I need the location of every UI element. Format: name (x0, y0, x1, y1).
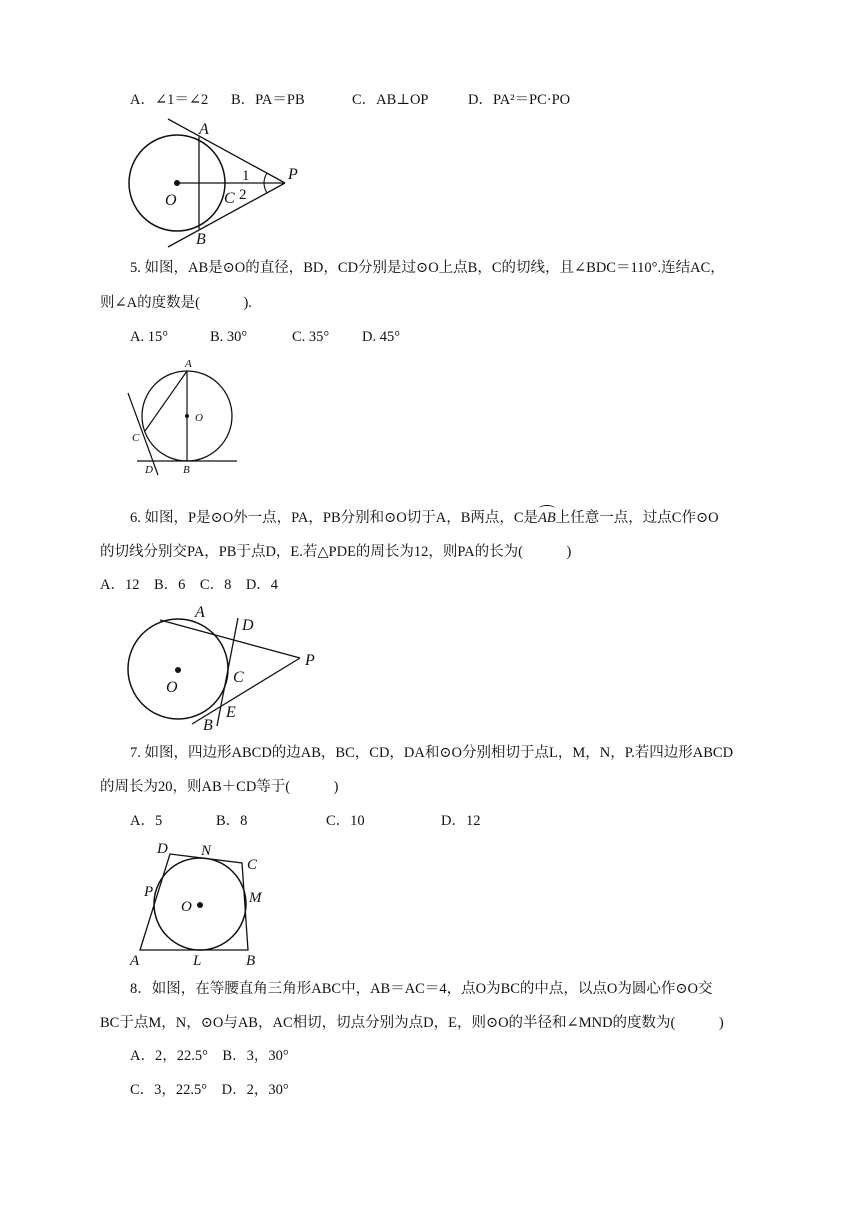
q8-stem-line2: BC于点M，N，⊙O与AB，AC相切，切点分别为点D，E，则⊙O的半径和∠MND的度数为( ) (100, 1015, 724, 1031)
q7-label-o: O (181, 899, 192, 915)
q4-label-b: B (196, 231, 206, 248)
q4-option-b: B．PA＝PB (231, 92, 305, 108)
q7-label-l: L (193, 953, 202, 969)
q7-label-n: N (201, 843, 212, 859)
q4-figure (120, 115, 320, 248)
q5-label-b: B (183, 464, 190, 476)
q5-option-a: A. 15° (130, 329, 169, 345)
q6-stem-line1-pre: 6. 如图，P是⊙O外一点，PA，PB分别和⊙O切于A，B两点，C是 (130, 510, 539, 526)
q8-stem-line1: 8．如图，在等腰直角三角形ABC中，AB＝AC＝4，点O为BC的中点，以点O为圆心作⊙O交 (130, 981, 713, 997)
q5-option-d: D. 45° (362, 329, 401, 345)
q7-figure (125, 838, 285, 968)
q6-figure (120, 600, 340, 740)
q5-stem-line1: 5. 如图，AB是⊙O的直径，BD，CD分别是过⊙O上点B，C的切线，且∠BDC＝110°.连结AC， (130, 260, 725, 276)
q4-option-d: D．PA²＝PC·PO (468, 92, 571, 108)
q5-figure (125, 355, 245, 475)
q8-options-row2: C．3，22.5° D．2，30° (130, 1082, 289, 1098)
q5-option-b: B. 30° (210, 329, 248, 345)
q6-arc-ab: AB (538, 510, 556, 526)
q6-stem-line1-post: 上任意一点，过点C作⊙O (555, 510, 719, 526)
q6-options: A．12 B．6 C．8 D．4 (100, 577, 279, 593)
q7-label-p: P (144, 884, 154, 900)
q5-label-o: O (195, 412, 203, 424)
q4-option-a: A．∠1＝∠2 (130, 92, 209, 108)
q7-label-c: C (247, 857, 258, 873)
q6-stem-line2: 的切线分别交PA，PB于点D，E.若△PDE的周长为12，则PA的长为( ) (100, 544, 572, 560)
q5-option-c: C. 35° (292, 329, 330, 345)
q7-option-d: D．12 (441, 813, 481, 829)
q8-options-row1: A．2，22.5° B．3，30° (130, 1048, 289, 1064)
q4-label-o: O (165, 192, 177, 209)
q7-label-a: A (130, 953, 140, 969)
q5-label-d: D (145, 464, 153, 476)
q4-option-c: C．AB⊥OP (352, 92, 429, 108)
q4-label-p: P (288, 166, 298, 183)
q7-stem-line2: 的周长为20，则AB＋CD等于( ) (100, 779, 339, 795)
q6-label-d: D (242, 617, 254, 634)
q4-label-1: 1 (242, 168, 250, 184)
q6-stem-line1 (130, 508, 719, 528)
q5-label-c: C (132, 432, 140, 444)
q7-label-d: D (157, 841, 168, 857)
q6-label-c: C (233, 669, 244, 686)
q7-option-a: A．5 (130, 813, 163, 829)
q6-label-o: O (166, 679, 178, 696)
q7-option-c: C．10 (326, 813, 365, 829)
q7-label-m: M (249, 890, 262, 906)
q7-label-b: B (246, 953, 256, 969)
q6-label-a: A (195, 604, 205, 621)
q4-label-c: C (224, 190, 235, 207)
q7-option-b: B．8 (216, 813, 248, 829)
q5-label-a: A (185, 358, 192, 370)
q7-stem-line1: 7. 如图，四边形ABCD的边AB，BC，CD，DA和⊙O分别相切于点L，M，N，P.若四边形ABCD (130, 745, 734, 761)
q5-stem-line2: 则∠A的度数是( ). (100, 295, 252, 311)
q6-label-p: P (305, 652, 315, 669)
q4-label-2: 2 (239, 187, 247, 203)
q4-label-a: A (199, 121, 209, 138)
q6-label-e: E (226, 704, 236, 721)
q6-label-b: B (203, 717, 213, 734)
